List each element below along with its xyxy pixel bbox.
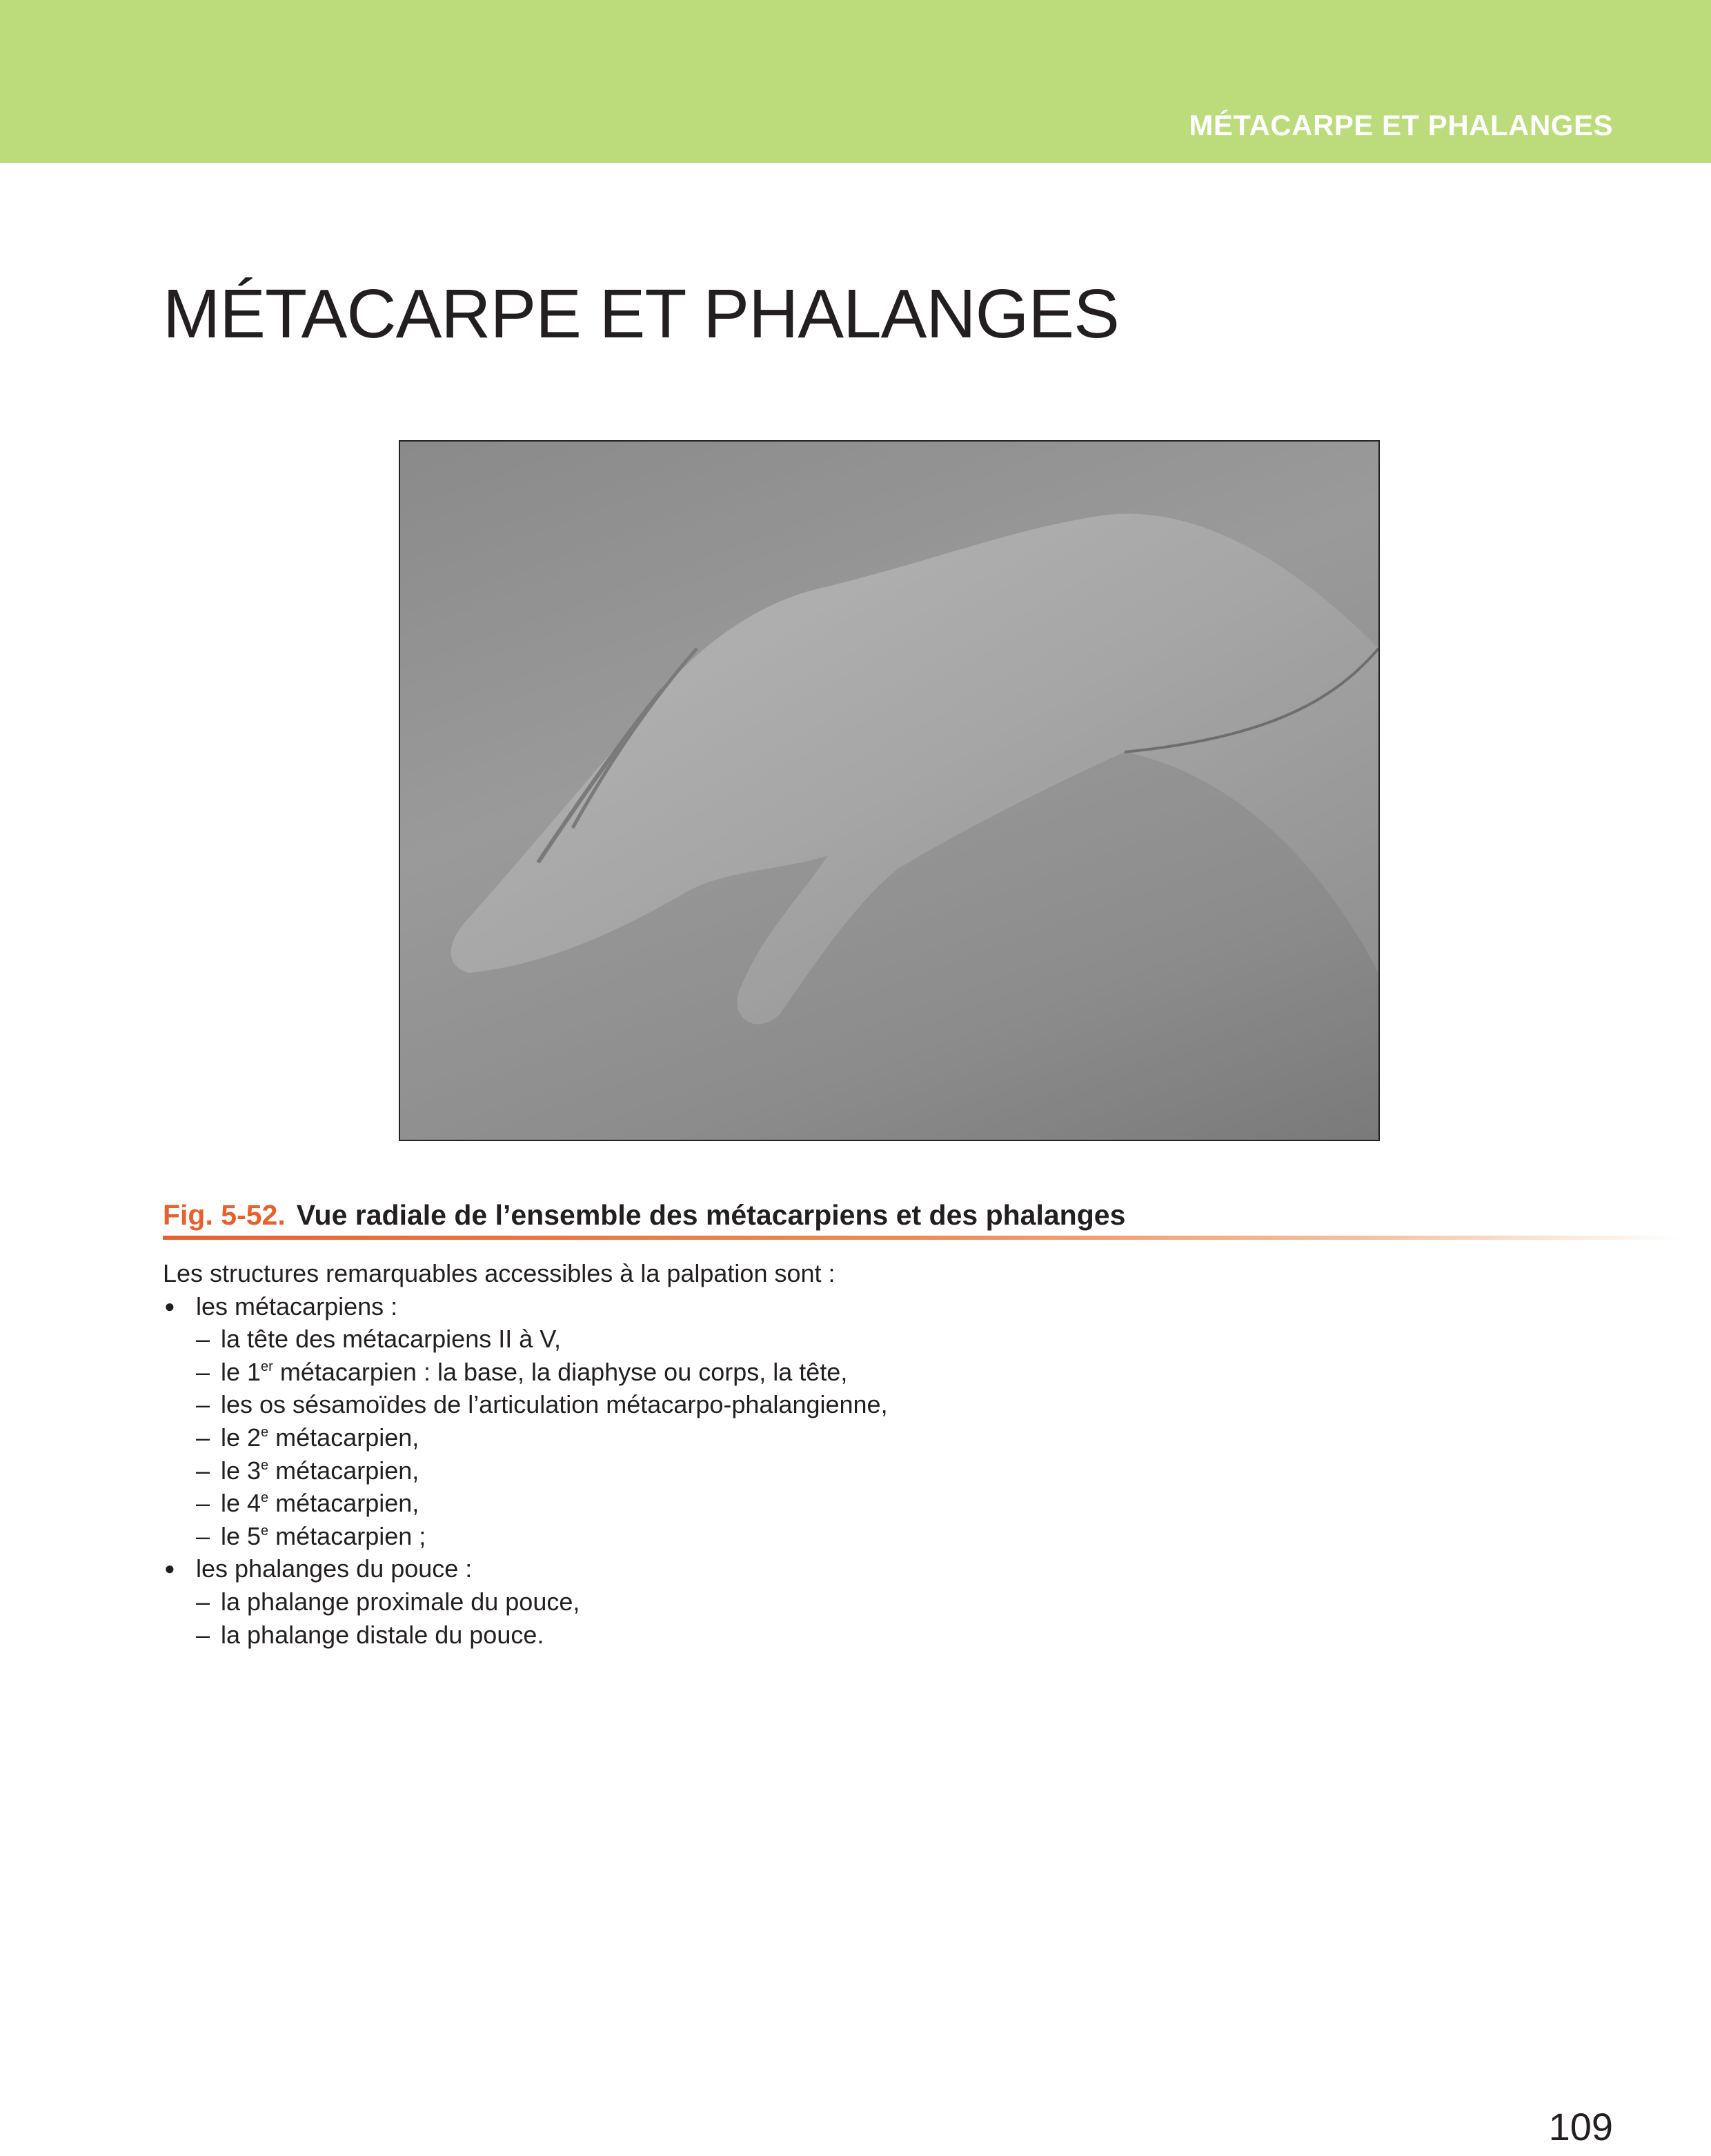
sub-list-item [163, 1487, 888, 1520]
sub-list-item [163, 1619, 888, 1652]
item-text: la phalange distale du pouce. [221, 1620, 544, 1649]
item-text-rest: métacarpien, [268, 1489, 419, 1518]
ordinal-superscript: er [261, 1358, 273, 1374]
sub-list-item [163, 1585, 888, 1619]
dash-marker: – [196, 1325, 210, 1354]
dash-marker: – [196, 1587, 210, 1616]
sub-list-item [163, 1520, 888, 1553]
figure-number: Fig. 5-52. [163, 1199, 286, 1231]
ordinal-superscript: e [261, 1457, 269, 1473]
dash-marker: – [196, 1357, 210, 1386]
ordinal-superscript: e [261, 1523, 269, 1539]
dash-marker: – [196, 1521, 210, 1550]
body-text [163, 1257, 888, 1651]
item-text-rest: métacarpien ; [268, 1521, 426, 1550]
item-text: le 1 [221, 1357, 261, 1386]
item-text: le 4 [221, 1489, 261, 1518]
dash-marker: – [196, 1456, 210, 1485]
dash-marker: – [196, 1423, 210, 1452]
item-text: les os sésamoïdes de l’articulation métacarpo-phalangienne, [221, 1390, 888, 1419]
figure-photo-hand [399, 440, 1380, 1141]
item-text-rest: métacarpien, [268, 1456, 419, 1485]
caption-underline [163, 1236, 1681, 1240]
item-text: la tête des métacarpiens II à V, [221, 1325, 561, 1354]
item-text: le 3 [221, 1456, 261, 1485]
sub-list-item [163, 1356, 888, 1389]
header-band [0, 0, 1711, 163]
ordinal-superscript: e [261, 1424, 269, 1440]
item-text: le 2 [221, 1423, 261, 1452]
dash-marker: – [196, 1620, 210, 1649]
dash-marker: – [196, 1489, 210, 1518]
sub-list-item [163, 1323, 888, 1356]
item-text-rest: métacarpien : la base, la diaphyse ou corps, la tête, [273, 1357, 848, 1386]
intro-text: Les structures remarquables accessibles à la palpation sont : [163, 1259, 835, 1287]
item-text-rest: métacarpien, [268, 1423, 419, 1452]
dash-marker: – [196, 1390, 210, 1419]
page-title: MÉTACARPE ET PHALANGES [163, 275, 1119, 353]
bullet-item: ● les phalanges du pouce : [163, 1552, 888, 1585]
figure-caption-text: Vue radiale de l’ensemble des métacarpiens et des phalanges [296, 1199, 1126, 1231]
sub-list-item [163, 1388, 888, 1421]
item-text: la phalange proximale du pouce, [221, 1587, 580, 1616]
figure-caption [163, 1199, 1125, 1232]
bullet-item: ● les métacarpiens : [163, 1290, 888, 1323]
sub-list-item [163, 1454, 888, 1487]
page-number: 109 [1548, 2105, 1613, 2148]
ordinal-superscript: e [261, 1490, 269, 1506]
sub-list-item [163, 1421, 888, 1454]
item-text: le 5 [221, 1521, 261, 1550]
running-title: MÉTACARPE ET PHALANGES [1189, 109, 1613, 141]
